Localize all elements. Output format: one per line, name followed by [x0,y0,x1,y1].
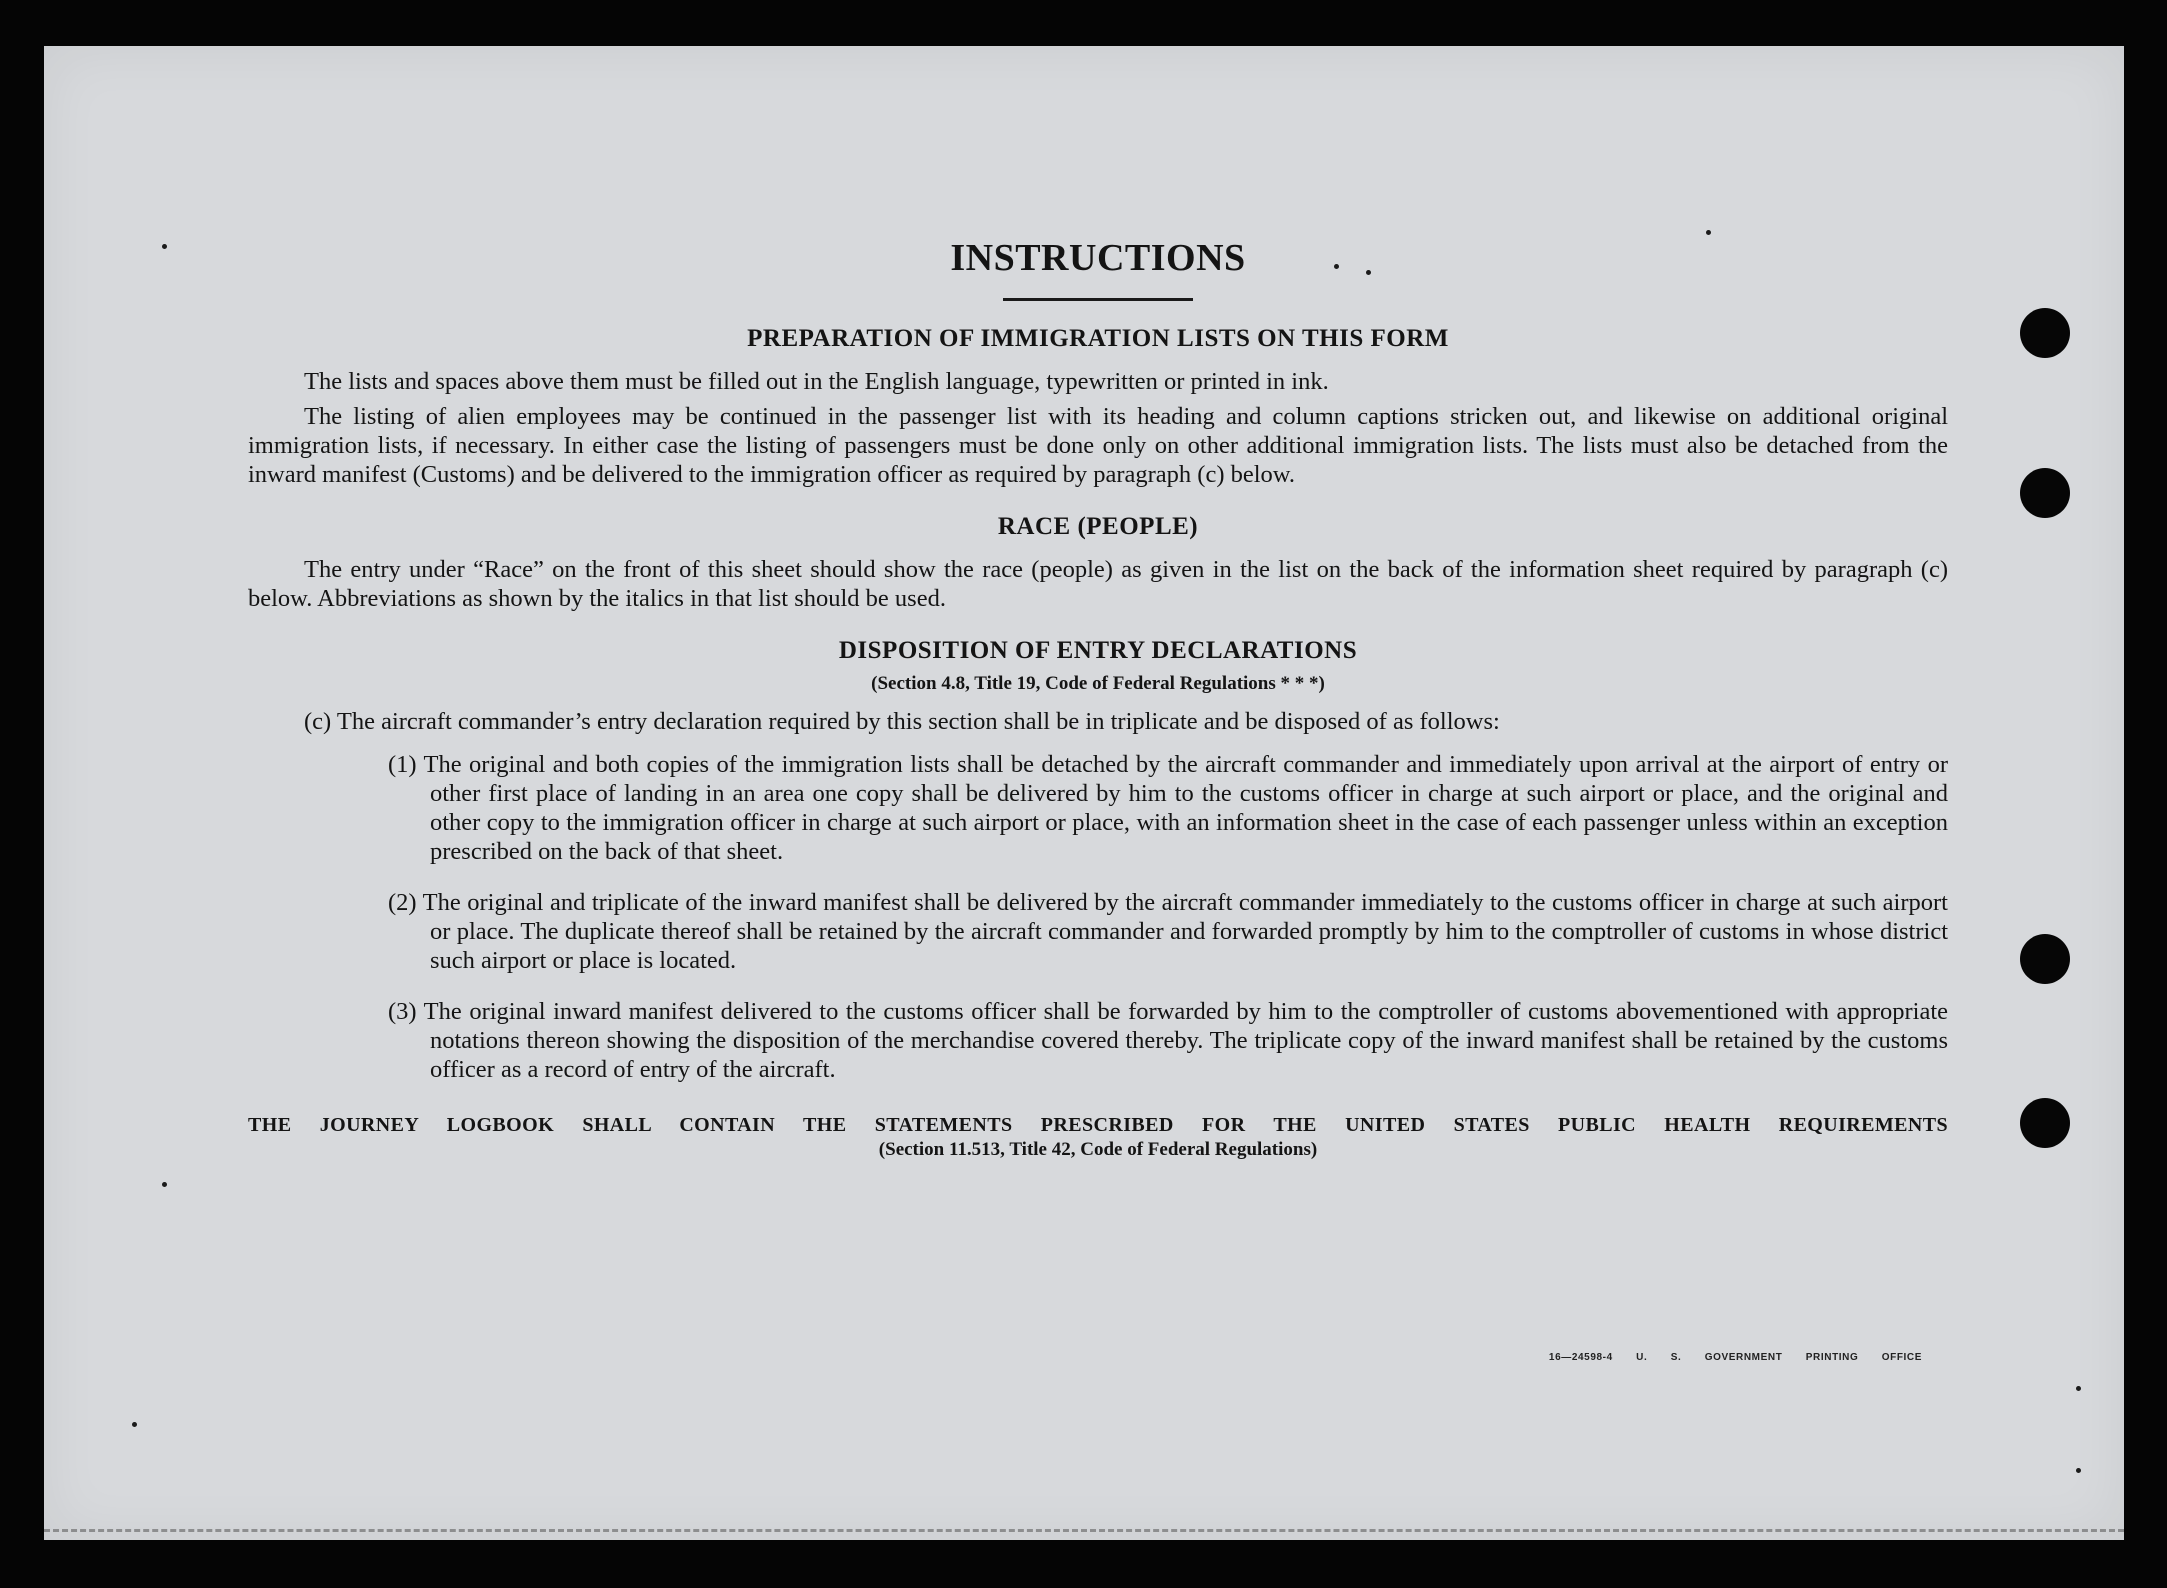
race-heading: RACE (PEOPLE) [997,513,1199,540]
punch-hole [2020,308,2070,358]
punch-hole [2020,468,2070,518]
speck [162,244,167,249]
disposition-intro: (c) The aircraft commander’s entry declaration required by this section shall be in triplicate and be disposed of as follows: [304,708,1500,735]
disposition-citation: (Section 4.8, Title 19, Code of Federal Regulations * * *) [871,673,1325,694]
speck [2076,1468,2081,1473]
printing-office-code: 16—24598-4 U. S. GOVERNMENT PRINTING OFFICE [1548,1352,1922,1363]
speck [2076,1386,2081,1391]
speck [132,1422,137,1427]
health-requirements-statement: THE JOURNEY LOGBOOK SHALL CONTAIN THE STATEMENTS PRESCRIBED FOR THE UNITED STATES PUBLIC HEALTH REQUIREMENTS [248,1114,1948,1136]
preparation-section [248,325,1948,489]
race-paragraph: The entry under “Race” on the front of this sheet should show the race (people) as given in the list on the back of the information sheet required by paragraph (c) below. Abbreviations as shown by the italics in that list should be used. [248,556,1948,612]
speck [162,1182,167,1187]
disposition-item-1: (1) The original and both copies of the immigration lists shall be detached by the aircraft commander and immediately upon arrival at the airport of entry or other first place of landing in an area one copy shall be delivered by him to the customs officer in charge at such airport or place, and the original and other copy to the immigration officer in charge at such airport or place, with an information sheet in the case of each passenger unless within an exception prescribed on the back of that sheet. [388,751,1948,865]
disposition-item-2: (2) The original and triplicate of the inward manifest shall be delivered by the aircraft commander immediately to the customs officer in charge at such airport or place. The duplicate thereof shall be retained by the aircraft commander and forwarded promptly by him to the comptroller of customs in whose district such airport or place is located. [388,889,1948,974]
title-underline [1003,298,1193,301]
instructions-content [248,236,1948,1161]
race-section [248,513,1948,613]
disposition-item-3: (3) The original inward manifest delivered to the customs officer shall be forwarded by him to the comptroller of customs abovementioned with appropriate notations thereon showing the disposition of the merchandise covered thereby. The triplicate copy of the inward manifest shall be retained by the customs officer as a record of entry of the aircraft. [388,998,1948,1083]
page-title: INSTRUCTIONS [950,237,1246,279]
disposition-heading: DISPOSITION OF ENTRY DECLARATIONS [838,637,1358,664]
punch-hole [2020,934,2070,984]
preparation-heading: PREPARATION OF IMMIGRATION LISTS ON THIS FORM [747,325,1449,352]
speck [1706,230,1711,235]
punch-hole [2020,1098,2070,1148]
document-sheet [44,46,2124,1540]
disposition-section [248,637,1948,1084]
preparation-paragraph-1: The lists and spaces above them must be filled out in the English language, typewritten or printed in ink. [304,368,1329,395]
health-requirements-citation: (Section 11.513, Title 42, Code of Federal Regulations) [878,1139,1318,1160]
preparation-paragraph-2: The listing of alien employees may be continued in the passenger list with its heading and column captions stricken out, and likewise on additional original immigration lists, if necessary. In either case the listing of passengers must be done only on other additional immigration lists. The lists must also be detached from the inward manifest (Customs) and be delivered to the immigration officer as required by paragraph (c) below. [248,403,1948,488]
